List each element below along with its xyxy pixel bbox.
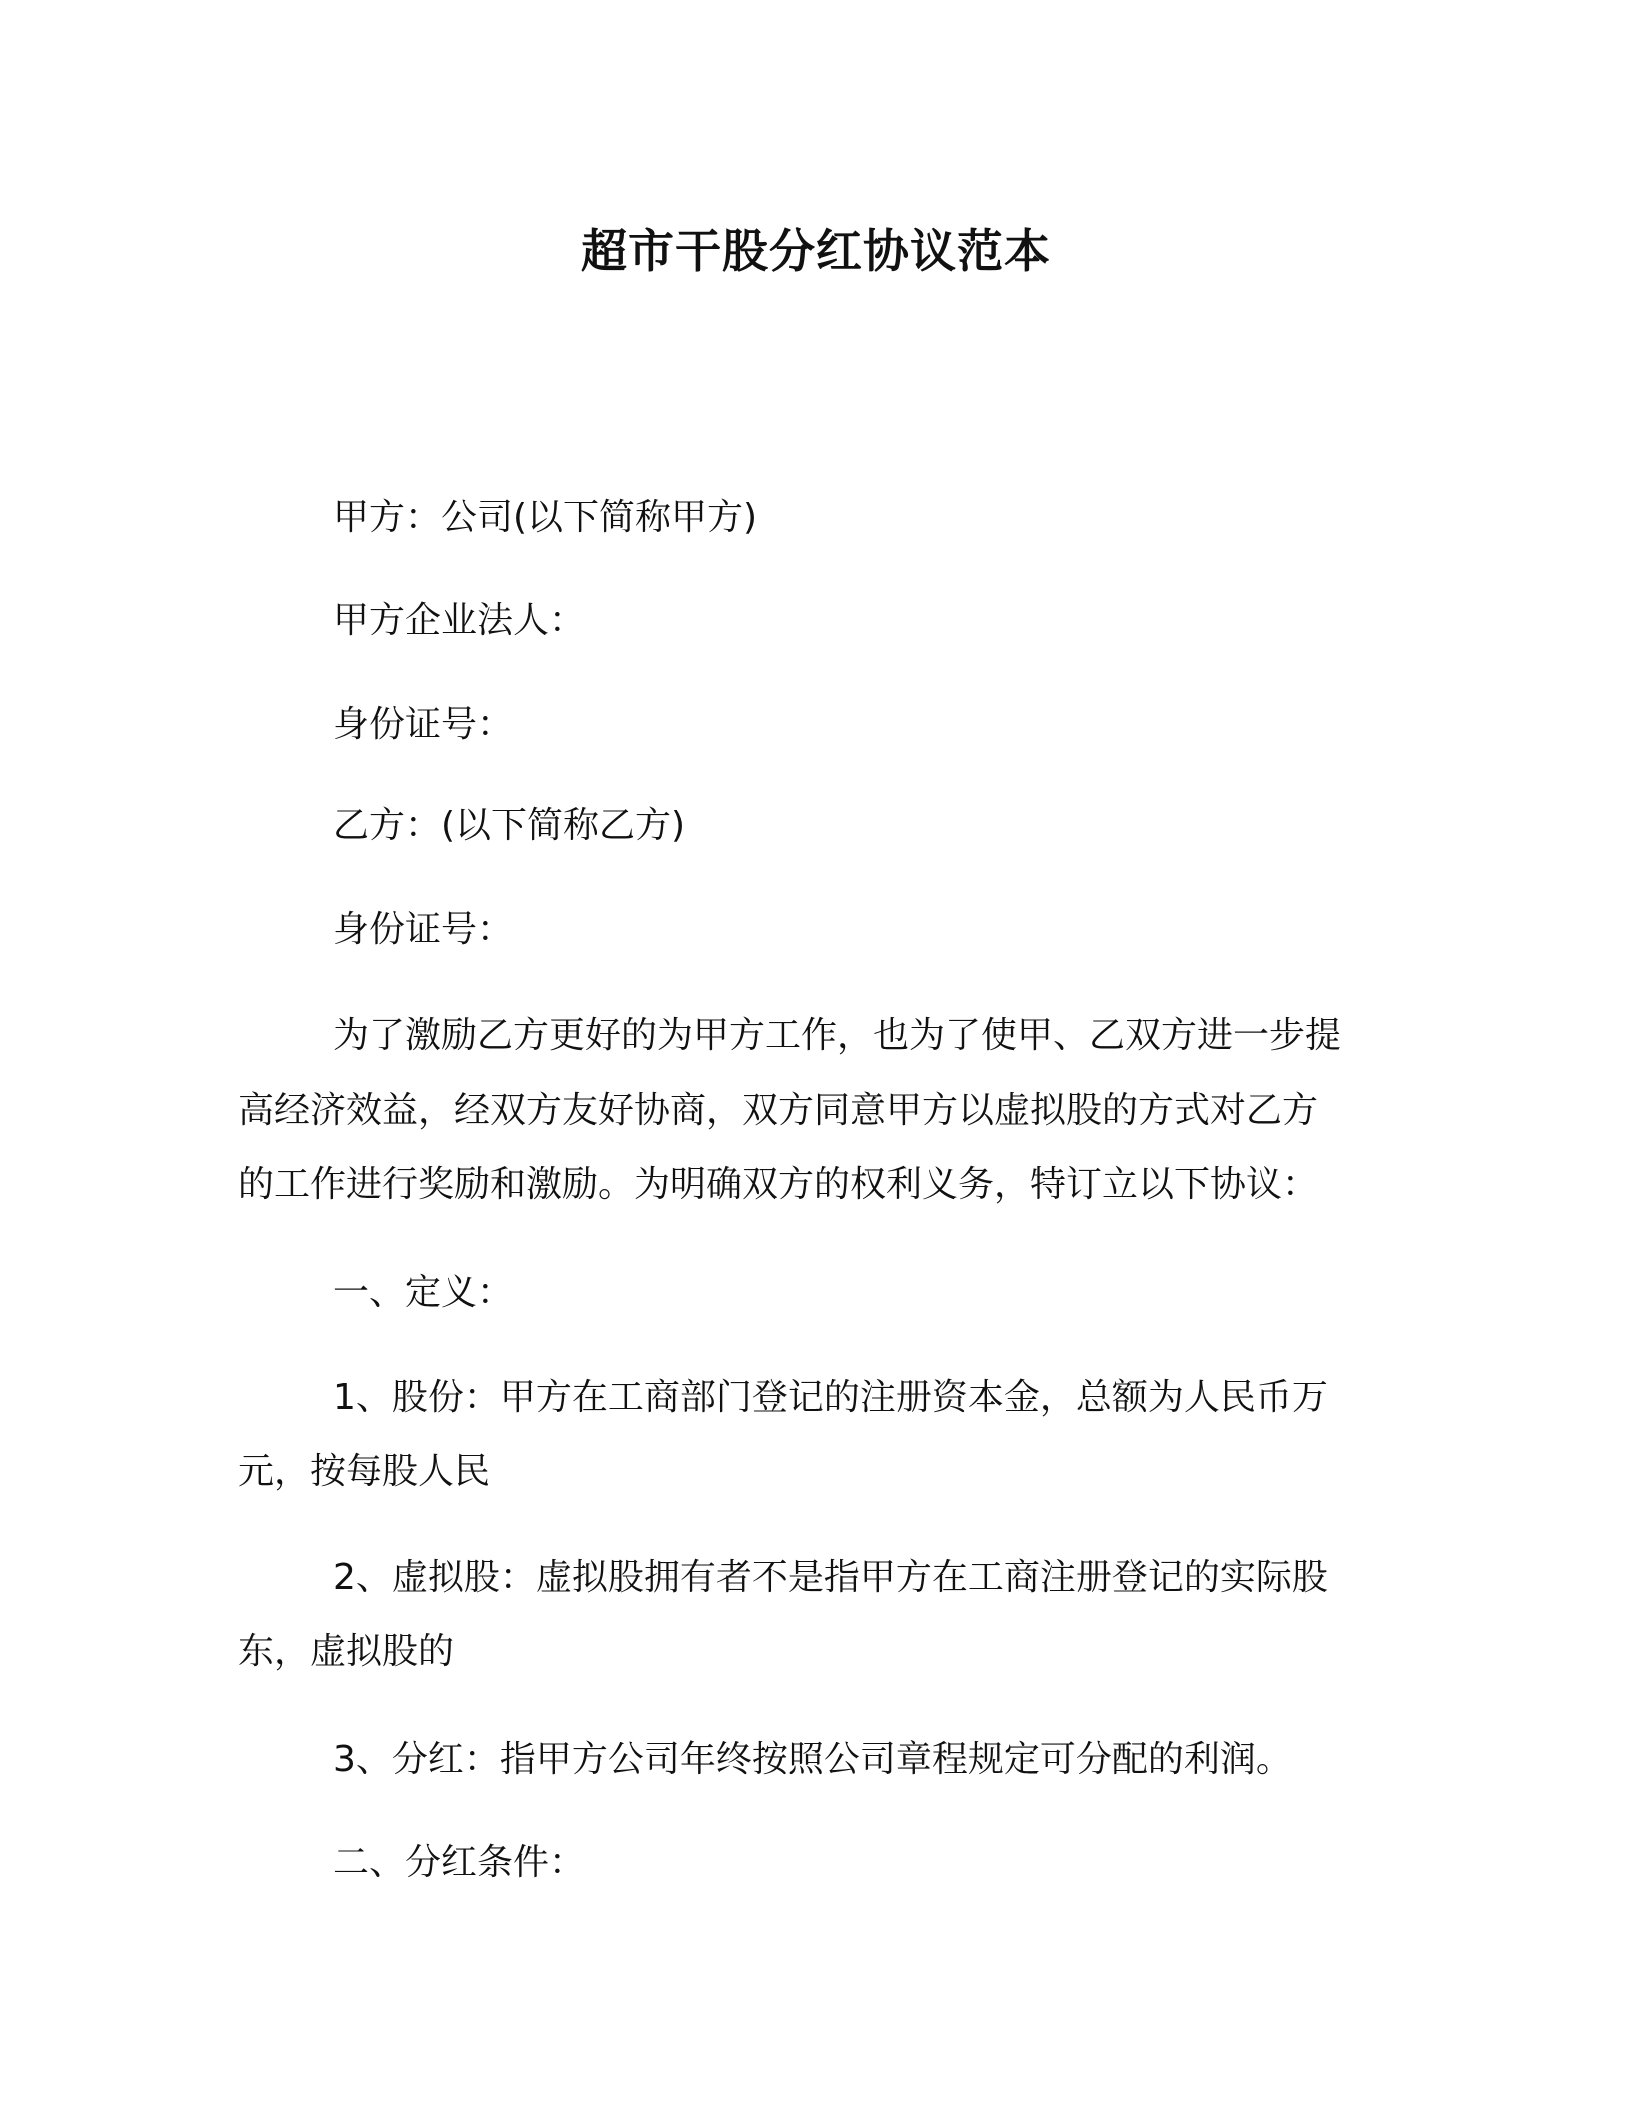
intro-line-3: 的工作进行奖励和激励。为明确双方的权利义务，特订立以下协议：	[238, 1164, 1319, 1205]
definition-1-line-1: 1、股份：甲方在工商部门登记的注册资本金，总额为人民币万	[333, 1377, 1328, 1418]
definition-2-line-2: 东，虚拟股的	[238, 1631, 455, 1672]
definition-2-line-1: 2、虚拟股：虚拟股拥有者不是指甲方在工商注册登记的实际股	[333, 1557, 1328, 1598]
definition-3: 3、分红：指甲方公司年终按照公司章程规定可分配的利润。	[333, 1739, 1292, 1780]
intro-line-1: 为了激励乙方更好的为甲方工作，也为了使甲、乙双方进一步提	[333, 1015, 1342, 1056]
document-title: 超市干股分红协议范本	[581, 224, 1051, 278]
party-b-line: 乙方：(以下简称乙方)	[333, 805, 686, 846]
party-a-id-line: 身份证号：	[333, 704, 514, 745]
party-a-line: 甲方：公司(以下简称甲方)	[333, 497, 758, 538]
section-1-heading: 一、定义：	[333, 1272, 514, 1313]
party-a-legal-rep-line: 甲方企业法人：	[333, 600, 586, 641]
intro-line-2: 高经济效益，经双方友好协商，双方同意甲方以虚拟股的方式对乙方	[238, 1090, 1319, 1131]
section-2-heading: 二、分红条件：	[333, 1842, 586, 1883]
definition-1-line-2: 元，按每股人民	[238, 1451, 491, 1492]
party-b-id-line: 身份证号：	[333, 909, 514, 950]
